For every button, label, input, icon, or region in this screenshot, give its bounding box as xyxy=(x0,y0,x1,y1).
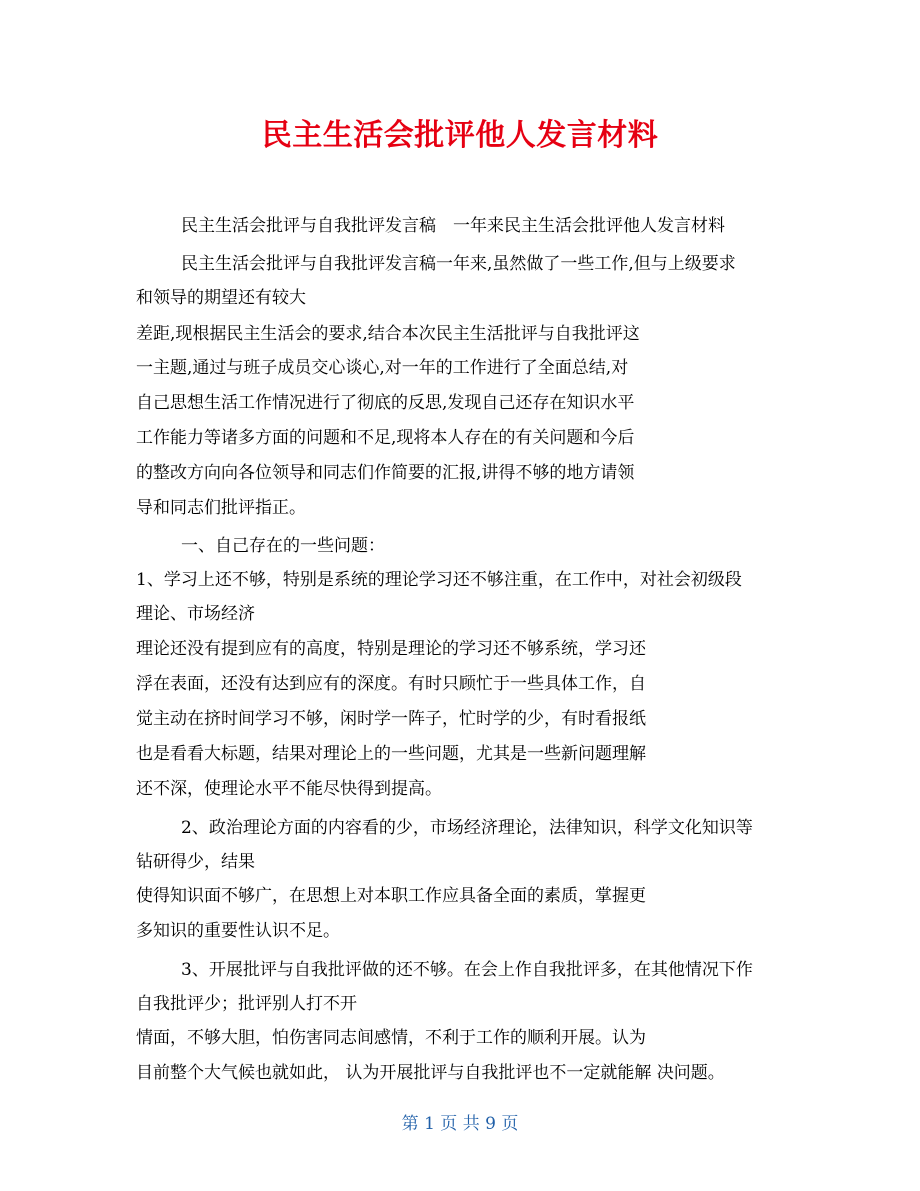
section-heading: 一、自己存在的一些问题： xyxy=(181,536,385,556)
paragraph-line: 自己思想生活工作情况进行了彻底的反思,发现自己还存在知识水平 xyxy=(136,393,635,413)
paragraph-line: 民主生活会批评与自我批评发言稿 一年来民主生活会批评他人发言材料 xyxy=(181,216,725,236)
paragraph-line: 浮在表面，还没有达到应有的深度。有时只顾忙于一些具体工作，自 xyxy=(136,674,646,694)
page-number-footer: 第 1 页 共 9 页 xyxy=(401,1114,519,1134)
paragraph-line: 情面，不够大胆，怕伤害同志间感情，不利于工作的顺利开展。认为 xyxy=(136,1028,646,1048)
paragraph-line: 觉主动在挤时间学习不够，闲时学一阵子，忙时学的少，有时看报纸 xyxy=(136,709,646,729)
paragraph-line: 还不深，使理论水平不能尽快得到提高。 xyxy=(136,779,442,799)
paragraph-line: 理论还没有提到应有的高度，特别是理论的学习还不够系统，学习还 xyxy=(136,639,646,659)
document-title: 民主生活会批评他人发言材料 xyxy=(261,118,659,153)
paragraph-line: 和领导的期望还有较大 xyxy=(136,288,306,308)
paragraph-line: 工作能力等诸多方面的问题和不足,现将本人存在的有关问题和今后 xyxy=(136,428,635,448)
paragraph-line: 民主生活会批评与自我批评发言稿一年来,虽然做了一些工作,但与上级要求 xyxy=(181,254,736,274)
paragraph-line: 2、政治理论方面的内容看的少，市场经济理论，法律知识，科学文化知识等 xyxy=(181,818,753,838)
paragraph-line: 目前整个大气候也就如此， 认为开展批评与自我批评也不一定就能解 决问题。 xyxy=(136,1063,725,1083)
paragraph-line: 导和同志们批评指正。 xyxy=(136,498,306,518)
paragraph-line: 也是看看大标题，结果对理论上的一些问题，尤其是一些新问题理解 xyxy=(136,744,646,764)
paragraph-line: 一主题,通过与班子成员交心谈心,对一年的工作进行了全面总结,对 xyxy=(136,358,629,378)
paragraph-line: 钻研得少，结果 xyxy=(136,852,255,872)
paragraph-line: 多知识的重要性认识不足。 xyxy=(136,921,340,941)
paragraph-line: 使得知识面不够广，在思想上对本职工作应具备全面的素质，掌握更 xyxy=(136,886,646,906)
paragraph-line: 自我批评少；批评别人打不开 xyxy=(136,994,357,1014)
paragraph-line: 1、学习上还不够，特别是系统的理论学习还不够注重，在工作中，对社会初级段 xyxy=(136,570,742,590)
paragraph-line: 的整改方向向各位领导和同志们作简要的汇报,讲得不够的地方请领 xyxy=(136,463,635,483)
paragraph-line: 3、开展批评与自我批评做的还不够。在会上作自我批评多，在其他情况下作 xyxy=(181,960,753,980)
paragraph-line: 理论、市场经济 xyxy=(136,604,255,624)
paragraph-line: 差距,现根据民主生活会的要求,结合本次民主生活批评与自我批评这 xyxy=(136,324,640,344)
